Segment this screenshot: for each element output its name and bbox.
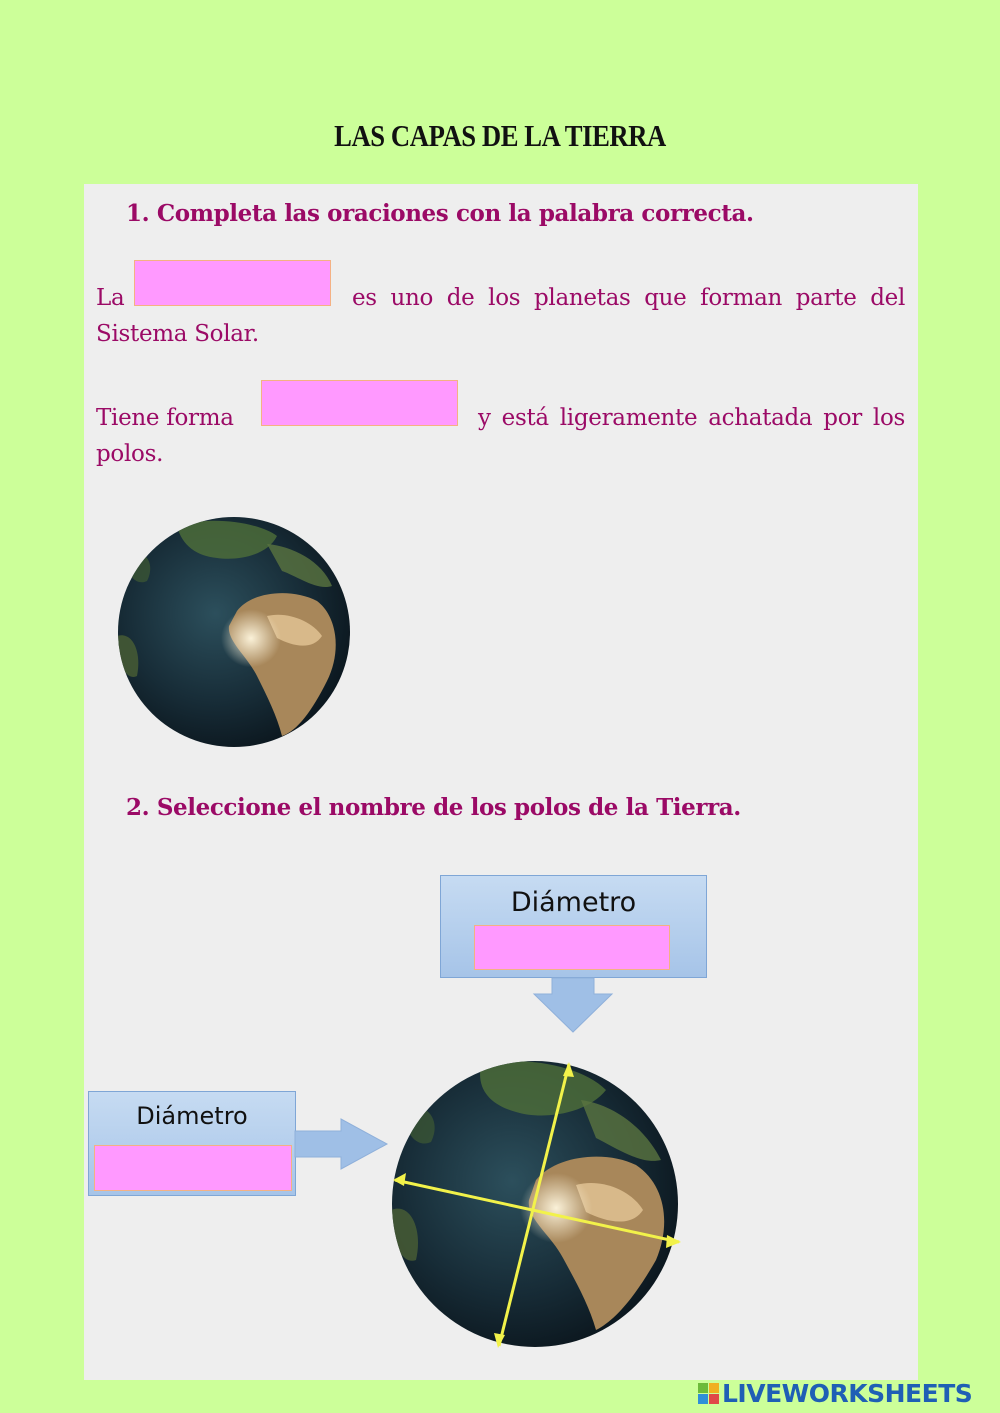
left-pole-label: Diámetro bbox=[136, 1102, 248, 1130]
earth-globe-with-axes bbox=[391, 1060, 681, 1350]
top-pole-label: Diámetro bbox=[510, 887, 637, 918]
liveworksheets-logo bbox=[698, 1379, 972, 1408]
right-arrow bbox=[295, 1118, 389, 1170]
answer-box-left-pole[interactable] bbox=[94, 1145, 292, 1191]
question-1-heading: 1. Completa las oraciones con la palabra correcta. bbox=[126, 200, 754, 227]
sentence-2-start: Tiene forma bbox=[96, 405, 234, 431]
answer-box-top-pole[interactable] bbox=[474, 925, 670, 970]
sentence-1-start: La bbox=[96, 285, 125, 311]
liveworksheets-mark-icon bbox=[698, 1383, 720, 1405]
earth-globe-image bbox=[117, 516, 351, 748]
sentence-1-line-2: Sistema Solar. bbox=[96, 321, 259, 347]
sentence-1-continuation: es uno de los planetas que forman parte del bbox=[352, 285, 905, 311]
answer-box-planet[interactable] bbox=[134, 260, 331, 306]
question-2-heading: 2. Seleccione el nombre de los polos de la Tierra. bbox=[126, 794, 741, 821]
down-arrow bbox=[532, 978, 614, 1034]
page-title: LAS CAPAS DE LA TIERRA bbox=[334, 118, 666, 153]
brand-text: LIVEWORKSHEETS bbox=[722, 1379, 973, 1408]
sentence-2-line-2: polos. bbox=[96, 441, 164, 467]
sentence-2-continuation: y está ligeramente achatada por los bbox=[478, 405, 905, 431]
answer-box-shape[interactable] bbox=[261, 380, 458, 426]
